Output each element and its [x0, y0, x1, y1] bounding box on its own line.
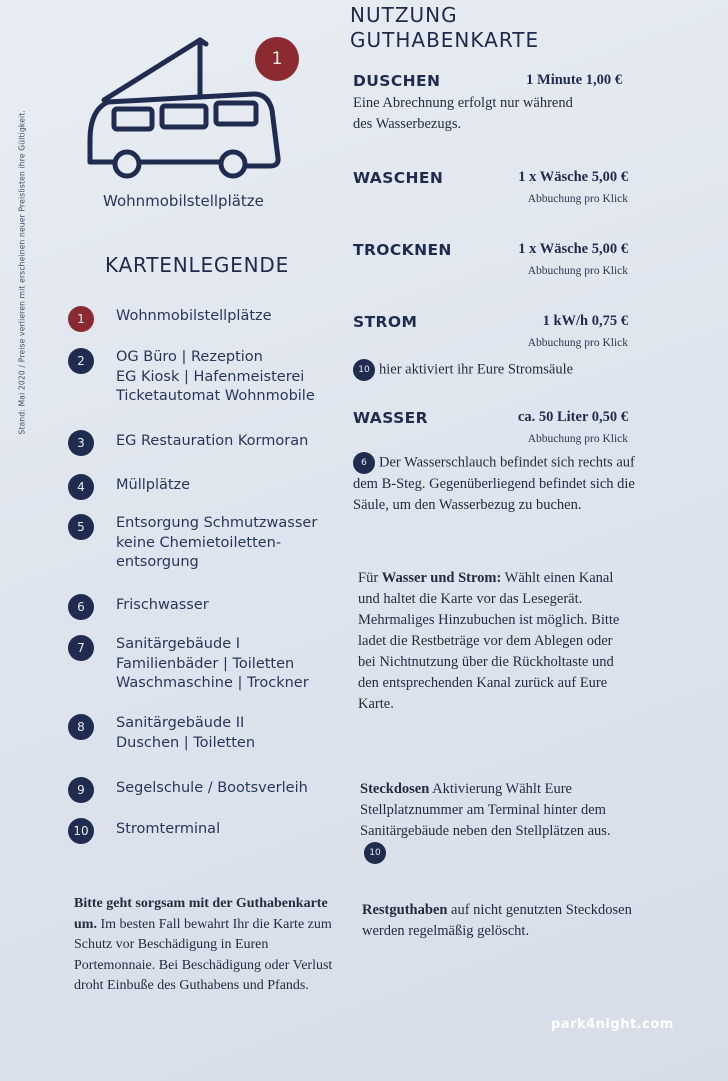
legend-text: Duschen | Toiletten: [116, 734, 256, 751]
legend-item: [68, 306, 272, 332]
validity-note: Stand: Mai 2020 / Preise verlieren mit erscheinen neuer Preislisten ihre Gültigkeit.: [17, 109, 27, 435]
legend-item: [68, 594, 209, 620]
usage-title: [350, 3, 539, 53]
legend-text: Stromterminal: [116, 821, 221, 837]
wasser-note-text: Der Wasserschlauch befindet sich rechts auf dem B-Steg. Gegenüberliegend befindet sich die Säule, um den Wasserbezug zu buchen.: [353, 454, 635, 513]
legend-text: Waschmaschine | Trockner: [116, 675, 309, 691]
price-label: WASCHEN: [353, 169, 444, 187]
legend-text: Müllplätze: [116, 477, 191, 493]
legend-number: 9: [68, 777, 94, 803]
legend-text: Entsorgung Schmutzwasser: [116, 515, 318, 531]
price-sub: Abbuchung pro Klick: [527, 433, 628, 445]
restguthaben-text: auf nicht genutzten Steckdosen werden regelmäßig gelöscht.: [362, 902, 632, 939]
legend-text: Familienbäder | Toiletten: [116, 655, 295, 672]
price-sub: Abbuchung pro Klick: [527, 337, 628, 349]
watermark: park4night.com: [551, 1017, 674, 1032]
legend-text: EG Kiosk | Hafenmeisterei: [116, 368, 305, 385]
duschen-note: Eine Abrechnung erfolgt nur während des Wasserbezugs.: [353, 95, 573, 132]
price-value: 1 x Wäsche 5,00 €: [518, 241, 628, 257]
camper-van-icon: [82, 30, 282, 185]
restguthaben-info: [362, 900, 644, 942]
info-prefix: Für: [358, 570, 382, 586]
card-care-bold: Bitte geht sorgsam mit der Guthabenkarte um.: [74, 896, 328, 932]
legend-number: 10: [68, 818, 94, 844]
legend-item: [68, 348, 315, 407]
card-care-text: Im besten Fall bewahrt Ihr die Karte zum Schutz vor Beschädigung in Euren Portemonnaie. Bei Beschädigung oder Verlust droht Einbuße des Guthabens und Pfands.: [74, 916, 333, 993]
legend-number: 6: [68, 594, 94, 620]
price-value: 1 kW/h 0,75 €: [542, 313, 628, 329]
legend-number: 7: [68, 635, 94, 661]
legend-text: Sanitärgebäude II: [116, 715, 245, 731]
legend-text: Frischwasser: [116, 597, 209, 613]
price-label: DUSCHEN: [353, 72, 441, 90]
steckdosen-info: [360, 779, 632, 864]
legend-item: [68, 777, 308, 803]
restguthaben-bold: Restguthaben: [362, 902, 448, 918]
legend-number: 1: [68, 306, 94, 332]
price-label: TROCKNEN: [353, 241, 452, 259]
legend-item: [68, 635, 309, 694]
legend-text: Wohnmobilstellplätze: [116, 308, 272, 324]
legend-text: entsorgung: [116, 554, 199, 570]
strom-note: [353, 359, 573, 381]
legend-number: 2: [68, 348, 94, 374]
legend-number: 8: [68, 714, 94, 740]
legend-item: [68, 430, 308, 456]
legend-number: 4: [68, 474, 94, 500]
ref-10-badge: 10: [364, 842, 386, 864]
legend-text: Ticketautomat Wohnmobile: [116, 388, 315, 404]
van-caption: Wohnmobilstellplätze: [103, 192, 264, 210]
legend-number: 3: [68, 430, 94, 456]
info-bold: Wasser und Strom:: [381, 570, 502, 586]
legend-text: OG Büro | Rezeption: [116, 349, 263, 365]
ref-10-badge: 10: [353, 359, 375, 381]
usage-title-line: NUTZUNG: [350, 3, 458, 27]
steckdosen-text: Aktivierung Wählt Eure Stellplatznummer am Terminal hinter dem Sanitärgebäude neben den Stellplätzen aus.: [360, 781, 611, 839]
price-value: 1 x Wäsche 5,00 €: [518, 169, 628, 185]
wasser-strom-info: [358, 568, 630, 715]
ref-6-badge: 6: [353, 452, 375, 474]
strom-note-text: hier aktiviert ihr Eure Stromsäule: [379, 361, 574, 378]
price-value: 1 Minute 1,00 €: [526, 72, 622, 88]
legend-number: 5: [68, 514, 94, 540]
legend-item: [68, 714, 255, 753]
legend-text: Segelschule / Bootsverleih: [116, 780, 308, 796]
legend-text: Sanitärgebäude I: [116, 636, 241, 652]
wasser-note: [353, 452, 643, 516]
legend-item: [68, 818, 220, 844]
price-sub: Abbuchung pro Klick: [527, 265, 628, 277]
info-text: Wählt einen Kanal und haltet die Karte vor das Lesegerät. Mehrmaliges Hinzubuchen ist möglich. Bitte ladet die Restbeträge vor dem Ablegen oder bei Nichtnutzung über die Rückholtaste und den entsprechenden Kanal zurück auf Eure Karte.: [358, 570, 620, 712]
price-label: WASSER: [353, 409, 428, 427]
legend-item: [68, 514, 317, 573]
price-sub: Abbuchung pro Klick: [527, 193, 628, 205]
usage-title-line: GUTHABENKARTE: [350, 28, 540, 52]
legend-item: [68, 474, 190, 500]
legend-text: EG Restauration Kormoran: [116, 433, 309, 449]
steckdosen-bold: Steckdosen: [360, 781, 430, 797]
price-label: STROM: [353, 313, 418, 331]
card-care-note: [74, 894, 342, 997]
legend-title: KARTENLEGENDE: [105, 253, 290, 277]
price-value: ca. 50 Liter 0,50 €: [517, 409, 628, 425]
marker-1-badge: 1: [255, 37, 299, 81]
legend-text: keine Chemietoiletten-: [116, 534, 282, 551]
